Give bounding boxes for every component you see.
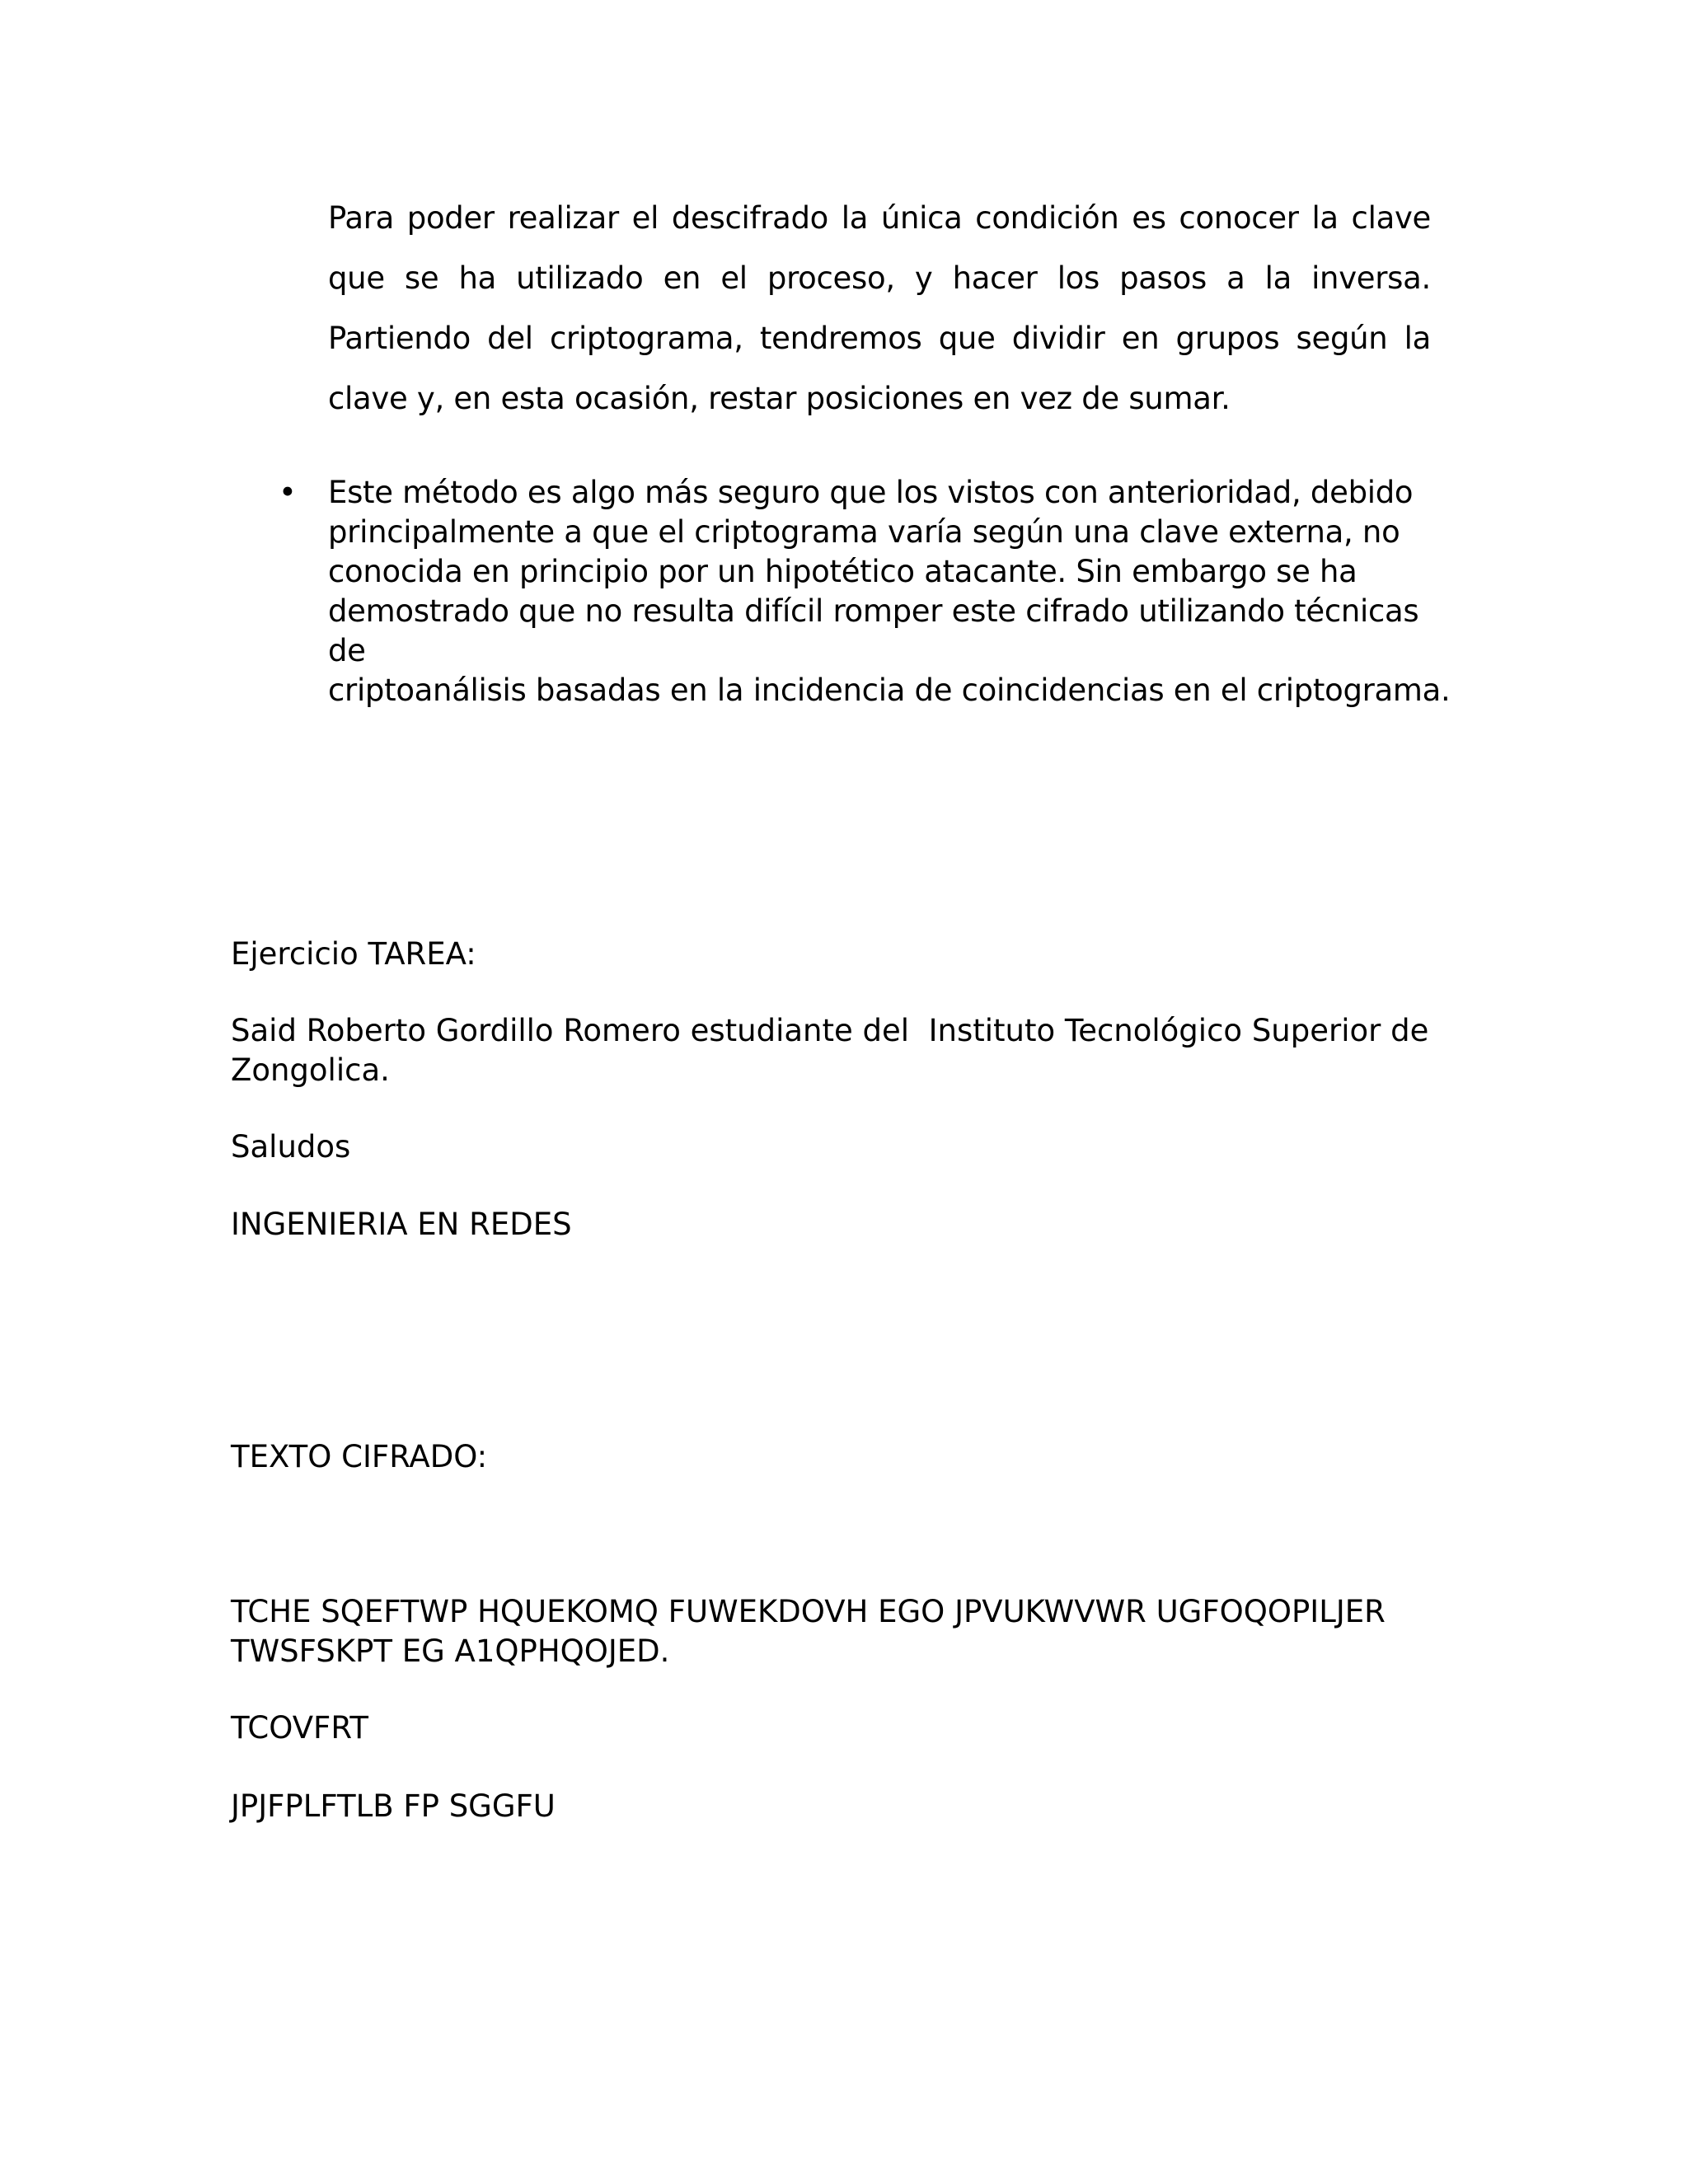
cipher-line: TCHE SQEFTWP HQUEKOMQ FUWEKDOVH EGO JPVUKWVWR UGFOQOPILJER xyxy=(231,1594,1386,1629)
decryption-paragraph: Para poder realizar el descifrado la única condición es conocer la clave que se ha utilizado en el proceso, y hacer los pasos a la inversa. Partiendo del criptograma, tendremos que dividir en grupos según la clave y, en esta ocasión, restar posiciones en vez de sumar. xyxy=(328,200,1431,416)
bullet-line: criptoanálisis basadas en la incidencia de coincidencias en el criptograma. xyxy=(328,673,1451,708)
cipher-line-3: JPJFPLFTLB FP SGGFU xyxy=(231,1788,556,1824)
program-name: INGENIERIA EN REDES xyxy=(231,1207,572,1242)
bullet-line: conocida en principio por un hipotético atacante. Sin embargo se ha xyxy=(328,554,1357,589)
author-statement xyxy=(231,1011,1467,1090)
author-line: Zongolica. xyxy=(231,1052,390,1088)
security-bullet-text xyxy=(328,473,1457,710)
author-line: Said Roberto Gordillo Romero estudiante del Instituto Tecnológico Superior de xyxy=(231,1013,1429,1048)
bullet-line: Este método es algo más seguro que los vistos con anterioridad, debido xyxy=(328,475,1414,510)
cipher-line-2: TCOVFRT xyxy=(231,1710,368,1746)
cipher-line: TWSFSKPT EG A1QPHQOJED. xyxy=(231,1633,670,1669)
cipher-text xyxy=(231,1592,1467,1671)
exercise-heading: Ejercicio TAREA: xyxy=(231,936,476,972)
greeting-text: Saludos xyxy=(231,1129,351,1165)
bullet-icon: • xyxy=(279,475,297,510)
cipher-heading: TEXTO CIFRADO: xyxy=(231,1439,488,1474)
bullet-line: demostrado que no resulta difícil romper este cifrado utilizando técnicas de xyxy=(328,593,1419,668)
bullet-line: principalmente a que el criptograma varía según una clave externa, no xyxy=(328,514,1400,550)
